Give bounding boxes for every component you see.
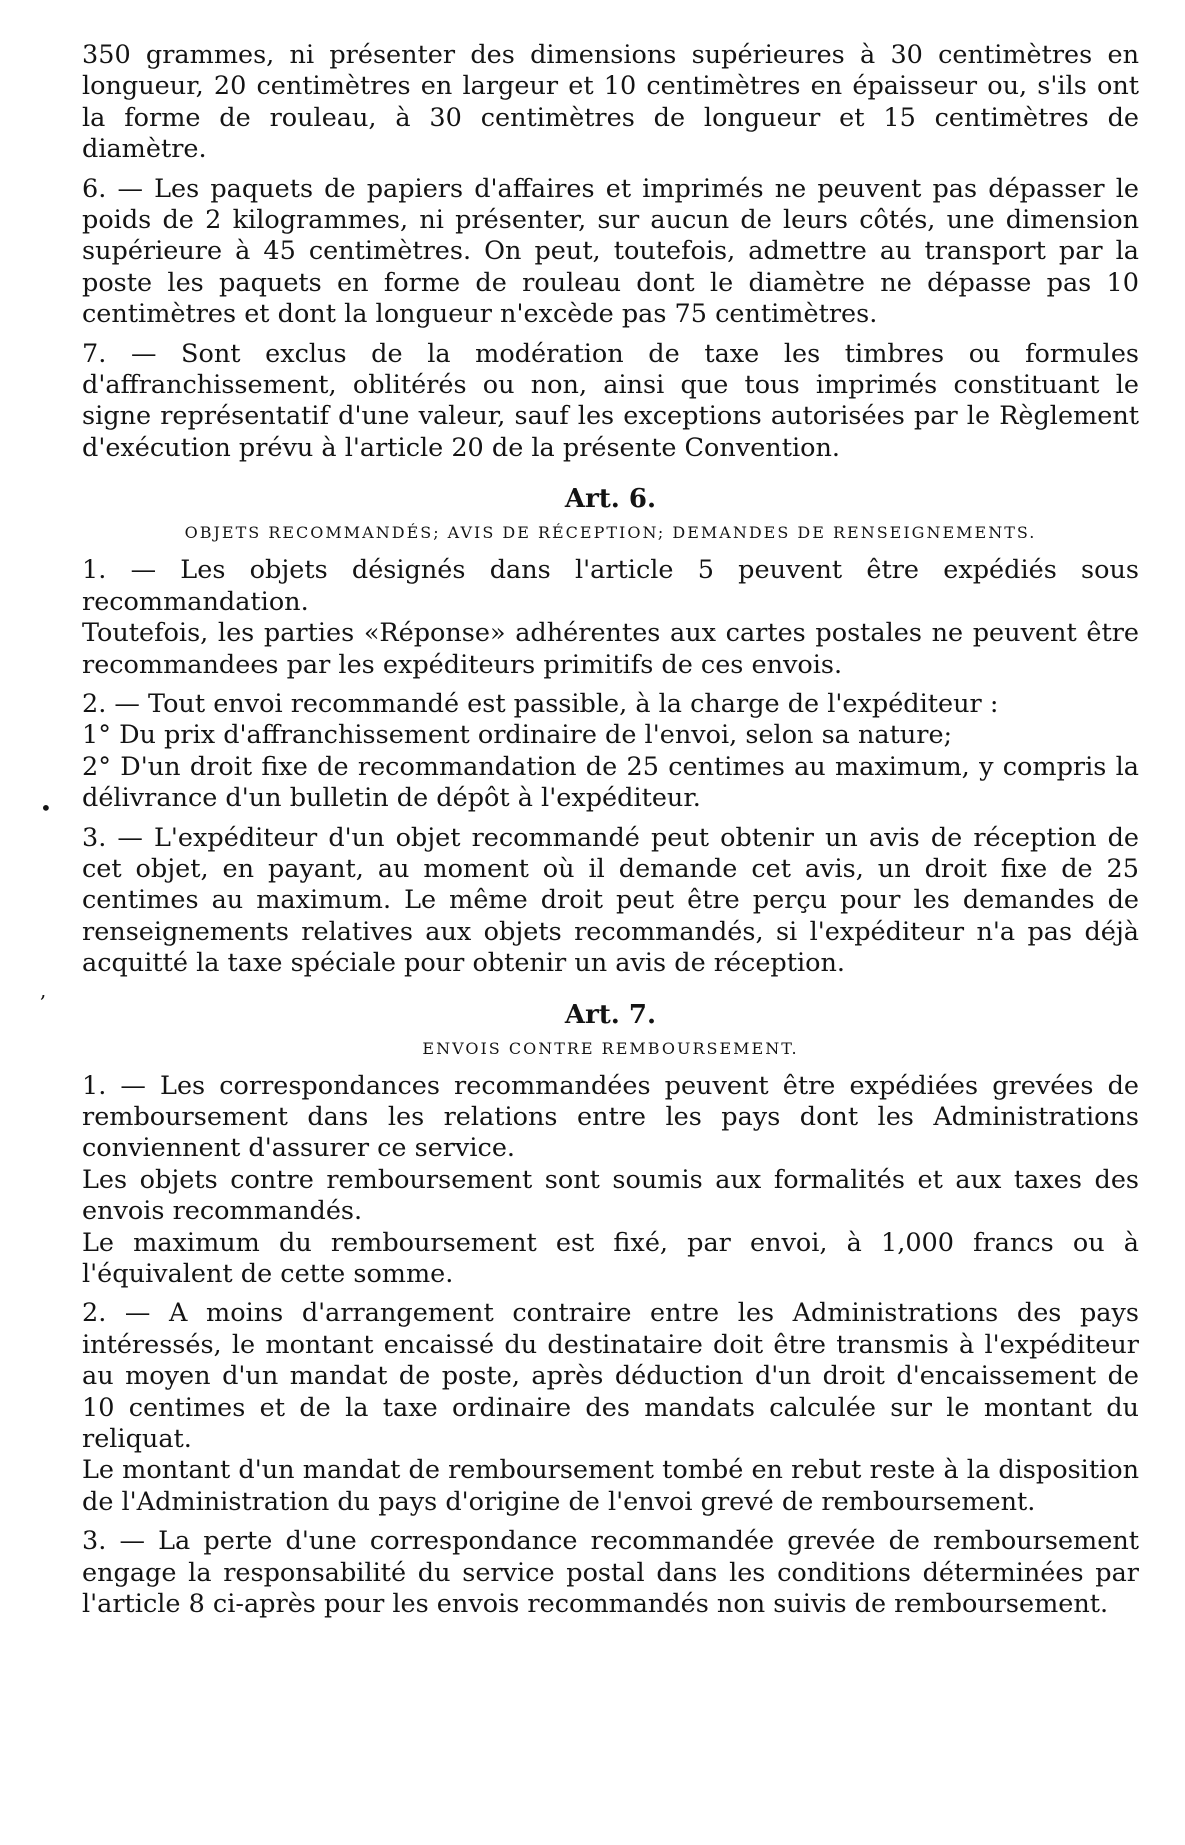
margin-dot-mark: • bbox=[40, 796, 52, 820]
article-7-paragraph-3: 3. — La perte d'une correspondance recommandée grevée de remboursement engage la responsabilité du service postal dans les conditions déterminées par l'article 8 ci-après pour les envois recommandés non suivis de remboursement. bbox=[82, 1526, 1139, 1620]
article-6-item-1: 1° Du prix d'affranchissement ordinaire de l'envoi, selon sa nature; bbox=[82, 720, 953, 751]
article-6-paragraph-1: 1. — Les objets désignés dans l'article 5 peuvent être expédiés sous recommandation. bbox=[82, 555, 1139, 617]
paragraph-continuation: 350 grammes, ni présenter des dimensions supérieures à 30 centimètres en longueur, 20 centimètres en largeur et 10 centimètres en épaisseur ou, s'ils ont la forme de rouleau, à 30 centimètres de longueur et 15 centimètres de diamètre. bbox=[82, 40, 1139, 165]
article-7-paragraph-1c: Le maximum du remboursement est fixé, par envoi, à 1,000 francs ou à l'équivalent de cette somme. bbox=[82, 1227, 1139, 1289]
article-7-paragraph-2: 2. — A moins d'arrangement contraire entre les Administrations des pays intéressés, le montant encaissé du destinataire doit être transmis à l'expéditeur au moyen d'un mandat de poste, après déduction d'un droit d'encaissement de 10 centimes et de la taxe ordinaire des mandats calculée sur le montant du reliquat. bbox=[82, 1298, 1139, 1455]
article-7-paragraph-2b: Le montant d'un mandat de remboursement tombé en rebut reste à la disposition de l'Administration du pays d'origine de l'envoi grevé de remboursement. bbox=[82, 1455, 1139, 1517]
article-7-paragraph-1b: Les objets contre remboursement sont soumis aux formalités et aux taxes des envois recommandés. bbox=[82, 1164, 1139, 1227]
margin-dot-mark: , bbox=[40, 978, 47, 1002]
article-6-paragraph-1b: Toutefois, les parties «Réponse» adhérentes aux cartes postales ne peuvent être recommandees par les expéditeurs primitifs de ces envois. bbox=[82, 618, 1139, 680]
article-7-heading: Art. 7. bbox=[564, 999, 657, 1030]
article-6-paragraph-3: 3. — L'expéditeur d'un objet recommandé peut obtenir un avis de réception de cet objet, en payant, au moment où il demande cet avis, un droit fixe de 25 centimes au maximum. Le même droit peut être perçu pour les demandes de renseignements relatives aux objets recommandés, si l'expéditeur n'a pas déjà acquitté la taxe spéciale pour obtenir un avis de réception. bbox=[82, 822, 1139, 979]
article-7-paragraph-1: 1. — Les correspondances recommandées peuvent être expédiées grevées de remboursement dans les relations entre les pays dont les Administrations conviennent d'assurer ce service. bbox=[82, 1070, 1139, 1164]
paragraph-7: 7. — Sont exclus de la modération de taxe les timbres ou formules d'affranchissement, oblitérés ou non, ainsi que tous imprimés constituant le signe représentatif d'une valeur, sauf les exceptions autorisées par le Règlement d'exécution prévu à l'article 20 de la présente Convention. bbox=[82, 338, 1139, 463]
article-6-subheading: OBJETS RECOMMANDÉS; AVIS DE RÉCEPTION; DEMANDES DE RENSEIGNEMENTS. bbox=[184, 523, 1037, 543]
article-6-heading: Art. 6. bbox=[564, 484, 657, 515]
article-7-subheading: ENVOIS CONTRE REMBOURSEMENT. bbox=[422, 1038, 799, 1058]
article-6-item-2: 2° D'un droit fixe de recommandation de 25 centimes au maximum, y compris la délivrance d'un bulletin de dépôt à l'expéditeur. bbox=[82, 751, 1139, 814]
article-6-paragraph-2: 2. — Tout envoi recommandé est passible, à la charge de l'expéditeur : bbox=[82, 688, 999, 719]
paragraph-6: 6. — Les paquets de papiers d'affaires et imprimés ne peuvent pas dépasser le poids de 2 kilogrammes, ni présenter, sur aucun de leurs côtés, une dimension supérieure à 45 centimètres. On peut, toutefois, admettre au transport par la poste les paquets en forme de rouleau dont le diamètre ne dépasse pas 10 centimètres et dont la longueur n'excède pas 75 centimètres. bbox=[82, 173, 1139, 330]
